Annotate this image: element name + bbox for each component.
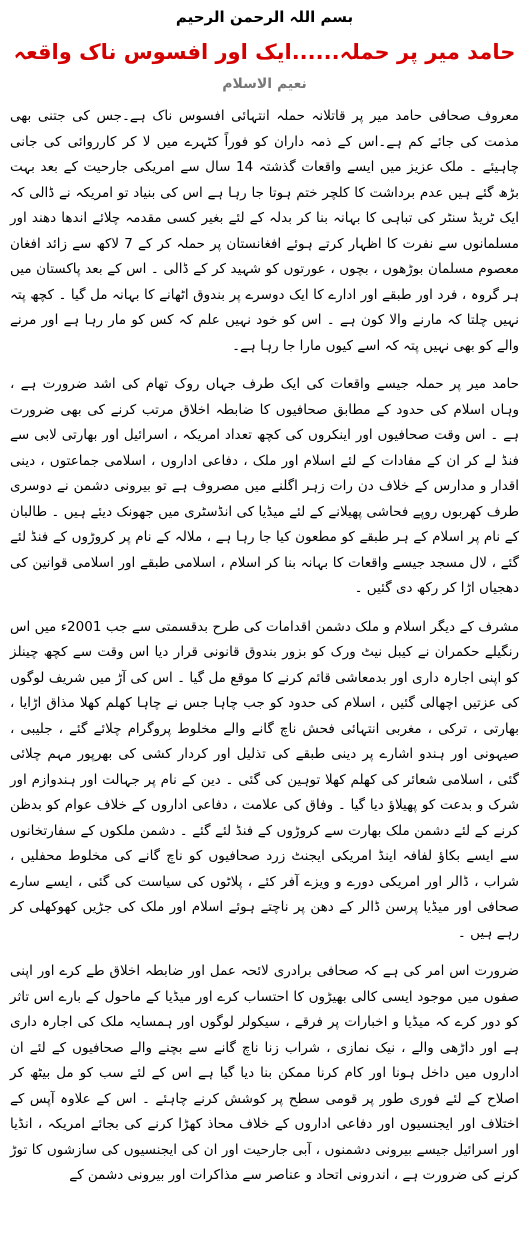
bismillah-heading: بسم اللہ الرحمن الرحیم: [175, 8, 354, 26]
article-paragraph-3: مشرف کے دیگر اسلام و ملک دشمن اقدامات کی طرح بدقسمتی سے جب 2001ء میں اس رنگیلے حکمران نے کیبل نیٹ ورک کو بزور بندوق قانونی قرار دیا اس وقت سے کچھ چینلز کو اپنی اجارہ داری اور بدمعاشی قائم کرنے کا موقع مل گیا ۔ اس کی آڑ میں شریف لوگوں کی عزتیں اچھالی گئیں ، اسلام کی حدود کو جب چاہا جس نے چاہا کھلم کھلا مذاق اڑایا ، بھارتی ، ترکی ، مغربی انتہائی فحش ناچ گانے والے مخلوط پروگرام چلائے گئے ، جلیبی ، صیہونی اور ہندو اشارے پر دینی طبقے کی تذلیل اور کردار کشی کی بھرپور مہم چلائی گئی ، اسلامی شعائر کی کھلم کھلا توہین کی گئی ۔ دین کے نام پر جہالت اور ہندوازم اور شرک و بدعت کو پھیلاؤ دیا گیا ۔ وفاق کی علامت ، دفاعی اداروں کے خلاف عوام کو بدظن کرنے کے لئے دشمن ملک بھارت سے کروڑوں کے فنڈ لئے گئے ۔ دشمن ملکوں کے سفارتخانوں سے ایسے بکاؤ لفافہ اینڈ امریکی ایجنٹ زرد صحافیوں کو ناچ گانے کی مخلوط محفلیں ، شراب ، ڈالر اور امریکی دورے و ویزے آفر کئے ، پلاٹوں کی سیاست کی گئی ، ایسے سارے صحافی اور میڈیا پرسن ڈالر کے دھن پر ناچتے ہوئے اسلام اور ملک کی جڑیں کھوکھلی کر رہے ہیں ۔: [10, 618, 519, 941]
article-headline: حامد میر پر حملہ......ایک اور افسوس ناک واقعہ: [13, 40, 516, 64]
article-paragraph-2: حامد میر پر حملہ جیسے واقعات کی ایک طرف جہاں روک تھام کی اشد ضرورت ہے ، وہاں اسلام کی حدود کے مطابق صحافیوں کا ضابطہ اخلاق مرتب کرنے کی بھی ضرورت ہے ۔ اس وقت صحافیوں اور اینکروں کی کچھ تعداد امریکہ ، اسرائیل اور بھارتی لابی سے فنڈ لے کر ان کے مفادات کے لئے اسلام اور ملک ، دفاعی اداروں ، اسلامی جماعتوں ، دینی اقدار و مدارس کے خلاف دن رات زہر اگلنے میں مصروف ہے تو بیرونی دشمن نے دوسری طرف کھربوں روپے فحاشی پھیلانے کے لئے میڈیا کی انڈسٹری میں جھونک دیئے ہیں ۔ طالبان کے نام پر اسلام کے ہر طبقے کو مطعون کیا جا رہا ہے ، ملالہ کے نام پر کروڑوں کے فنڈ لئے گئے ، لال مسجد جیسے واقعات کا بہانہ بنا کر اسلام ، اسلامی طبقے اور اسلامی قوانین کی دھجیاں اڑا کر رکھ دی گئیں ۔: [10, 376, 519, 596]
article-paragraph-1: معروف صحافی حامد میر پر قاتلانہ حملہ انتہائی افسوس ناک ہے۔جس کی جتنی بھی مذمت کی جائے کم ہے۔اس کے ذمہ داران کو فوراً کٹہرے میں لا کر کارروائی کی جانی چاہیئے ۔ ملک عزیز میں ایسے واقعات گذشتہ 14 سال سے امریکی جارحیت کے بعد بہت بڑھ گئے ہیں عدم برداشت کا کلچر ختم ہوتا جا رہا ہے اس کی بنیاد تو امریکہ نے ڈالی کہ ایک ٹریڈ سنٹر کی تباہی کا بہانہ بنا کر بدلہ کے لئے بغیر کسی مقدمہ چلائے اندھا دھند اور مسلمانوں سے نفرت کا اظہار کرتے ہوئے افغانستان پر حملہ کر کے 7 لاکھ سے زائد افغان معصوم مسلمان بوڑھوں ، بچوں ، عورتوں کو شہید کر کے ڈالی ۔ اس کے بعد پاکستان میں ہر گروہ ، فرد اور طبقے اور ادارے کا ایک دوسرے پر بندوق اٹھانے کا بہانہ مل گیا ۔ کچھ پتہ نہیں چلتا کہ مارنے والا کون ہے ۔ اس کو خود نہیں علم کہ کس کو مار رہا ہے اور مرنے والے کو بھی نہیں پتہ کہ اسے کیوں مارا جا رہا ہے۔: [10, 108, 519, 354]
article-paragraph-4: ضرورت اس امر کی ہے کہ صحافی برادری لائحہ عمل اور ضابطہ اخلاق طے کرے اور اپنی صفوں میں موجود ایسی کالی بھیڑوں کا احتساب کرے اور میڈیا کے ماحول کے بارے اس تاثر کو دور کرے کہ میڈیا و اخبارات پر فرقے ، سیکولر لوگوں اور ہمسایہ ملک کی اجارہ داری ہے اور داڑھی والے ، نیک نمازی ، شراب زنا ناچ گانے سے بچنے والے صحافیوں کے لئے ان اداروں میں داخل ہونا اور کام کرنا ممکن بنا دیا گیا ہے اس کے لئے سب کو مل بیٹھ کر اصلاح کے لئے فوری طور پر قومی سطح پر کوشش کرنے چاہئے ۔ اس کے علاوہ آپس کے اختلاف اور ایجنسیوں اور دفاعی اداروں کے خلاف محاذ کھڑا کرنے کی بجائے امریکہ ، انڈیا اور اسرائیل جیسے بیرونی دشمنوں ، آبی جارحیت اور ان کی ایجنسیوں کی سازشوں کا توڑ کرنے کی ضرورت ہے ، اندرونی اتحاد و عناصر سے مذاکرات اور بیرونی دشمن کے: [10, 963, 519, 1183]
author-name: نعیم الاسلام: [222, 76, 307, 92]
